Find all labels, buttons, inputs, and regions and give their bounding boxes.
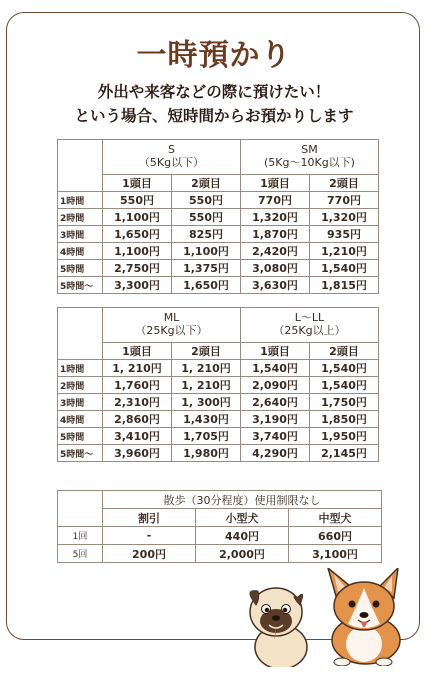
price-cell: 2,640円: [241, 394, 310, 411]
group-range: （25Kg以上）: [273, 324, 346, 337]
price-cell: 1,540円: [310, 260, 379, 277]
row-label: 2時間: [58, 209, 103, 226]
table-row: [58, 360, 379, 377]
dog-count-header: 1頭目: [241, 175, 310, 192]
price-cell: 1,320円: [241, 209, 310, 226]
price-cell: 1,815円: [310, 277, 379, 294]
row-label: 5時間〜: [58, 277, 103, 294]
price-cell: 3,740円: [241, 428, 310, 445]
row-label: 5時間: [58, 428, 103, 445]
price-cell: 2,860円: [103, 411, 172, 428]
price-cell: 1,430円: [172, 411, 241, 428]
dog-count-header: 2頭目: [310, 343, 379, 360]
table-row: [58, 260, 379, 277]
price-cell: 3,300円: [103, 277, 172, 294]
price-cell: 1,100円: [103, 209, 172, 226]
subtitle-line-2: という場合、短時間からお預かりします: [74, 107, 354, 125]
group-header: [241, 140, 379, 175]
price-cell: 3,410円: [103, 428, 172, 445]
table-row: [58, 243, 379, 260]
table-corner: [58, 308, 103, 360]
row-label: 5時間〜: [58, 445, 103, 462]
subtitle-line-1: 外出や来客などの際に預けたい！: [97, 83, 331, 101]
price-cell: 550円: [172, 209, 241, 226]
price-cell: 1,650円: [172, 277, 241, 294]
price-cell: 1,210円: [310, 243, 379, 260]
price-cell: -: [103, 527, 196, 545]
price-cell: 1,100円: [172, 243, 241, 260]
group-size: S: [168, 143, 175, 157]
price-cell: 550円: [103, 192, 172, 209]
table-row: [58, 277, 379, 294]
table-row: [58, 527, 382, 545]
table-row: [58, 377, 379, 394]
price-cell: 1,540円: [241, 360, 310, 377]
group-size: L〜LL: [294, 311, 325, 325]
row-label: 5回: [58, 545, 103, 563]
group-range: (5Kg〜10Kg以下): [264, 156, 355, 169]
row-label: 3時間: [58, 394, 103, 411]
price-cell: 1, 300円: [172, 394, 241, 411]
price-cell: 200円: [103, 545, 196, 563]
rate-table-large: [57, 307, 379, 462]
row-label: 4時間: [58, 243, 103, 260]
walk-table: [57, 490, 382, 563]
row-label: 1時間: [58, 192, 103, 209]
rate-table-small: [57, 139, 379, 294]
group-size: SM: [301, 143, 318, 157]
price-cell: 770円: [310, 192, 379, 209]
price-cell: 825円: [172, 226, 241, 243]
price-cell: 3,190円: [241, 411, 310, 428]
row-label: 5時間: [58, 260, 103, 277]
row-label: 3時間: [58, 226, 103, 243]
dog-count-header: 2頭目: [172, 175, 241, 192]
row-label: 1時間: [58, 360, 103, 377]
price-cell: 2,090円: [241, 377, 310, 394]
price-cell: 4,290円: [241, 445, 310, 462]
row-label: 1回: [58, 527, 103, 545]
price-cell: 1,705円: [172, 428, 241, 445]
price-cell: 440円: [196, 527, 289, 545]
table-corner: [58, 140, 103, 192]
price-cell: 1,100円: [103, 243, 172, 260]
walk-column-header: 小型犬: [196, 509, 289, 527]
pug-illustration: [236, 577, 326, 667]
price-cell: 1,760円: [103, 377, 172, 394]
walk-column-header: 割引: [103, 509, 196, 527]
price-cell: 1,650円: [103, 226, 172, 243]
price-cell: 3,960円: [103, 445, 172, 462]
table-row: [58, 394, 379, 411]
price-cell: 935円: [310, 226, 379, 243]
table-row: [58, 226, 379, 243]
price-cell: 1,750円: [310, 394, 379, 411]
group-range: （25Kg以下）: [135, 324, 208, 337]
price-cell: 1,980円: [172, 445, 241, 462]
walk-column-header: 中型犬: [289, 509, 382, 527]
price-cell: 660円: [289, 527, 382, 545]
price-cell: 2,420円: [241, 243, 310, 260]
row-label: 4時間: [58, 411, 103, 428]
table-row: [58, 209, 379, 226]
price-cell: 2,000円: [196, 545, 289, 563]
group-header: [103, 140, 241, 175]
price-cell: 3,630円: [241, 277, 310, 294]
table-row: [58, 445, 379, 462]
price-cell: 3,080円: [241, 260, 310, 277]
table-row: [58, 545, 382, 563]
price-cell: 2,145円: [310, 445, 379, 462]
dog-count-header: 1頭目: [241, 343, 310, 360]
row-label: 2時間: [58, 377, 103, 394]
table-row: [58, 428, 379, 445]
price-cell: 1,870円: [241, 226, 310, 243]
price-cell: 1,320円: [310, 209, 379, 226]
dog-count-header: 2頭目: [310, 175, 379, 192]
group-header: [241, 308, 379, 343]
group-header: [103, 308, 241, 343]
price-cell: 3,100円: [289, 545, 382, 563]
table-row: [58, 411, 379, 428]
price-cell: 1,540円: [310, 377, 379, 394]
group-size: ML: [163, 311, 180, 325]
price-cell: 1,850円: [310, 411, 379, 428]
table-corner: [58, 491, 103, 527]
price-cell: 770円: [241, 192, 310, 209]
group-range: （5Kg以下）: [138, 156, 205, 169]
price-cell: 2,310円: [103, 394, 172, 411]
price-cell: 1, 210円: [172, 377, 241, 394]
dog-count-header: 2頭目: [172, 343, 241, 360]
price-cell: 1, 210円: [172, 360, 241, 377]
table-row: [58, 192, 379, 209]
price-cell: 1, 210円: [103, 360, 172, 377]
price-cell: 1,950円: [310, 428, 379, 445]
price-cell: 1,375円: [172, 260, 241, 277]
walk-header: 散歩（30分程度）使用制限なし: [103, 491, 382, 509]
dog-count-header: 1頭目: [103, 175, 172, 192]
corgi-illustration: [318, 568, 410, 666]
page-title: 一時預かり: [136, 38, 292, 73]
dog-count-header: 1頭目: [103, 343, 172, 360]
price-cell: 1,540円: [310, 360, 379, 377]
price-cell: 2,750円: [103, 260, 172, 277]
price-cell: 550円: [172, 192, 241, 209]
